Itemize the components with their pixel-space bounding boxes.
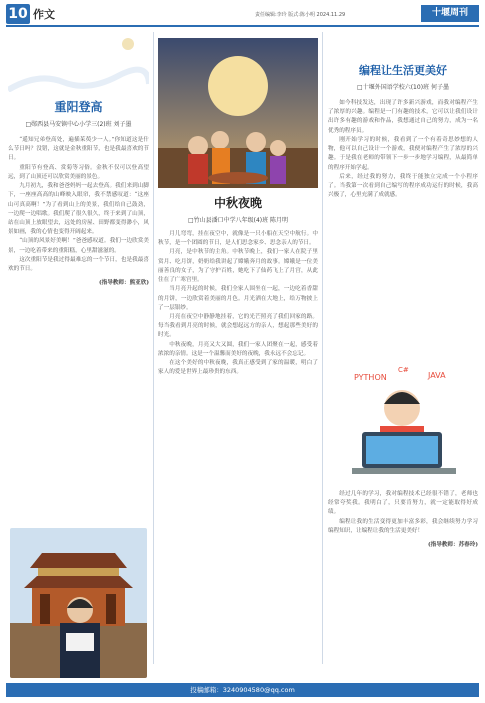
boy-pagoda-photo (10, 528, 147, 678)
paragraph: 刚开始学习的时候，我看到了一个有着奇思妙想的人物，他可以自己设计一个游戏，我便对编程产生了浓厚的兴趣。于是我在老师的带领下一步一步地学习编程，从最简单的程序开始学起。 (328, 136, 478, 171)
section-title: 作文 (33, 8, 55, 21)
middle-article (158, 194, 318, 378)
article-title: 重阳登高 (54, 100, 103, 114)
paragraph: 后来，经过我的努力，我终于能独立完成一个小程序了。当我第一次看到自己编写的程序成功运行的时候，我高兴极了，心里充满了成就感。 (328, 173, 478, 199)
paragraph: 编程让我的生活变得更加丰富多彩，我会继续努力学习编程知识，让编程让我的生活更美好！ (328, 518, 478, 534)
left-article (8, 32, 149, 286)
right-article-continued (328, 490, 478, 548)
article-byline: □竹山县潘口中学八年级(4)班 陈月明 (187, 217, 289, 224)
paragraph: “遥知兄弟登高处，遍插茱萸少一人。”你知道这是什么节日吗？没错，这就是金秋重阳节，也是我最喜欢的节日。 (8, 137, 149, 162)
mountain-decoration-icon (8, 32, 149, 92)
paragraph: 九月初九，我和爸爸妈妈一起去登高。我们来到山脚下，一座座高高的山峰映入眼帘，我不禁感叹道：“这座山可真高啊！”为了看到山上的美景，我们给自己鼓劲，一边爬一边唱歌。我们爬了很久很久，终于来到了山顶，站在山顶上放眼望去，远处的房屋、田野都变得渺小，风景如画，我的心情也变得开阔起来。 (8, 183, 149, 236)
paragraph: 月儿弯弯，挂在夜空中，就像是一只小船在天空中航行。中秋节，是一个团圆的节日，是人们思念家乡、思念亲人的节日。 (158, 231, 318, 247)
column-divider (153, 32, 154, 664)
paragraph: “山顶的风景好美啊！”爸爸感叹道。我们一边欣赏美景，一边吃着带来的重阳糕，心里甜滋滋的。 (8, 238, 149, 254)
page-number: 10 (6, 4, 30, 24)
left-header-decoration (8, 32, 149, 92)
article-byline: □十堰外国语学校六(10)班 何子墨 (357, 84, 449, 91)
article-byline: □郧西县马安镇中心小学三(2)班 刘子墨 (25, 121, 132, 128)
article-title: 中秋夜晚 (213, 196, 262, 210)
teacher-credit: (指导教师：苏春玲) (427, 542, 478, 549)
paragraph: 重阳节有登高、赏菊等习俗。金秋不仅可以登高望远，到了山顶还可以欣赏美丽的景色。 (8, 164, 149, 180)
submission-email-footer: 投稿邮箱：3240904580@qq.com (6, 683, 479, 697)
article-body (8, 136, 149, 274)
coding-boy-illustration (340, 360, 468, 478)
right-article (328, 62, 478, 200)
paragraph: 月亮在夜空中静静地挂着，它的光芒照亮了我们回家的路。每当我看到月亮的时候，就会想起远方的亲人，想起那些美好的时光。 (158, 313, 318, 339)
paragraph: 月亮，是中秋节的主角。中秋节晚上，我们一家人在院子里赏月、吃月饼，奶奶给我讲起了嫦娥奔月的故事。嫦娥是一位美丽善良的女子，为了守护百姓，她吃下了仙药飞上了月宫，从此住在了广寒宫里。 (158, 249, 318, 284)
teacher-credit: (指导教师：熊亚欣) (98, 280, 149, 287)
paragraph: 经过几年的学习，我对编程技术已经很不错了，老师也经常夸奖我。我明白了，只要肯努力，就一定能取得好成绩。 (328, 491, 478, 516)
mid-autumn-illustration (158, 38, 318, 188)
brand-badge: 十堰周刊 (421, 5, 479, 22)
article-body (328, 490, 478, 536)
paragraph: 当月亮升起的时候，我们全家人围坐在一起，一边吃着香甜的月饼，一边欣赏着美丽的月色。月光洒在大地上，给万物披上了一层银纱。 (158, 286, 318, 311)
paragraph: 如今科技发达，出现了许多新兴游戏，而我对编程产生了浓厚的兴趣。编程是一门有趣的技术，它可以让我们设计出许多有趣的游戏和作品，我想通过自己的努力，成为一名优秀的程序员。 (328, 100, 478, 134)
paragraph: 在这个美好的中秋夜晚，我真正感受到了家的温暖，明白了家人的爱是世界上最珍贵的东西。 (158, 360, 318, 376)
article-body (158, 230, 318, 378)
svg-text:C#: C# (398, 366, 409, 374)
svg-text:PYTHON: PYTHON (354, 373, 387, 382)
svg-text:JAVA: JAVA (428, 371, 446, 380)
article-body (328, 99, 478, 200)
column-divider (322, 32, 323, 664)
editor-credits: 责任编辑:李玲 版式:陈小明 2024.11.29 (255, 12, 346, 18)
article-title: 编程让生活更美好 (359, 64, 447, 77)
paragraph: 中秋夜晚，月亮又大又圆，我们一家人团聚在一起，感受着浓浓的亲情。这是一个温馨而美好的夜晚，我永远不会忘记。 (158, 341, 318, 357)
paragraph: 这次重阳节是我过得最难忘的一个节日，也是我最喜欢的节日。 (8, 256, 149, 273)
header-rule (6, 25, 479, 27)
